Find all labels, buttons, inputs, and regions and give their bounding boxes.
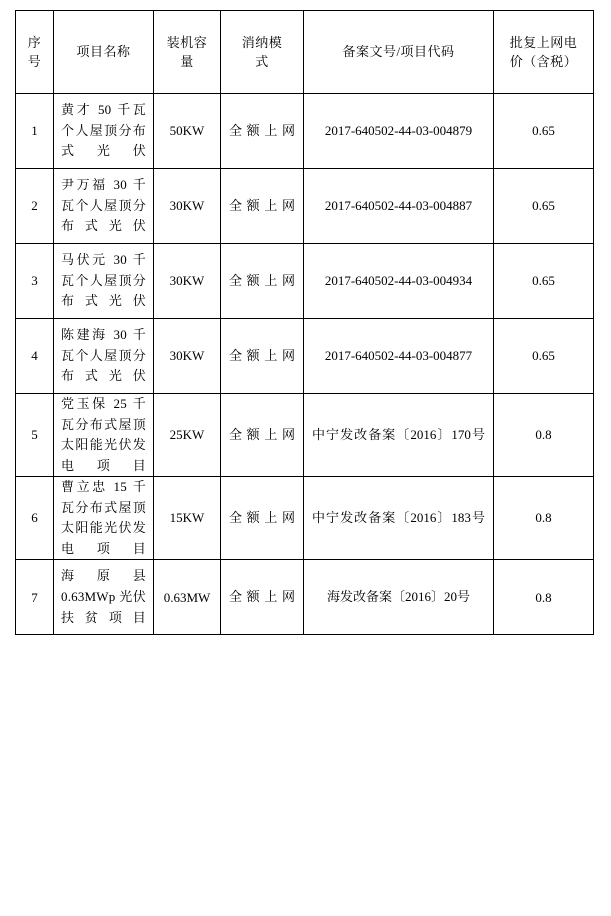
cell-doc [304,319,494,394]
cell-capacity: 30KW [154,244,221,319]
table-header-row [16,11,594,94]
cell-doc-text: 2017-640502-44-03-004879 [324,122,473,138]
cell-name [54,169,154,244]
table-header [16,11,594,94]
cell-price: 0.8 [494,394,594,477]
cell-mode-text: 全额上网 [229,197,295,213]
cell-name [54,319,154,394]
cell-index: 2 [16,169,54,244]
table-row [16,394,594,477]
cell-doc-text: 2017-640502-44-03-004934 [324,272,473,288]
column-header-doc-label: 备案文号/项目代码 [342,44,455,60]
cell-price: 0.65 [494,244,594,319]
cell-doc-text: 2017-640502-44-03-004877 [324,347,473,363]
cell-index: 3 [16,244,54,319]
cell-name [54,244,154,319]
cell-mode [221,394,304,477]
cell-doc [304,244,494,319]
cell-name-text: 马伏元 30 千瓦个人屋顶分布式光伏 [61,252,146,309]
column-header-price [494,11,594,94]
cell-doc-text: 海发改备案〔2016〕20号 [326,589,470,605]
cell-capacity: 15KW [154,477,221,560]
cell-mode-text: 全额上网 [229,122,295,138]
cell-mode [221,319,304,394]
cell-mode-text: 全额上网 [229,589,295,605]
cell-mode [221,94,304,169]
cell-doc-text: 中宁发改备案〔2016〕170号 [312,426,485,442]
column-header-mode-label: 消纳模式 [241,34,283,69]
cell-index: 6 [16,477,54,560]
cell-doc [304,94,494,169]
table-row [16,477,594,560]
table-row [16,244,594,319]
cell-index: 7 [16,560,54,635]
cell-doc [304,560,494,635]
cell-mode [221,477,304,560]
cell-name-text: 曹立忠 15 千瓦分布式屋顶太阳能光伏发电项目 [61,479,146,556]
column-header-price-label: 批复上网电价（含税） [509,34,578,69]
table-body [16,94,594,635]
table-row [16,169,594,244]
cell-name-text: 黄才 50 千瓦个人屋顶分布式光伏 [61,102,146,159]
cell-name-text: 海原县 0.63MWp 光伏扶贫项目 [61,568,146,625]
cell-mode [221,244,304,319]
cell-name [54,394,154,477]
cell-doc-text: 2017-640502-44-03-004887 [324,197,473,213]
cell-index: 5 [16,394,54,477]
column-header-capacity-label: 装机容量 [166,34,208,69]
cell-name-text: 陈建海 30 千瓦个人屋顶分布式光伏 [61,327,146,384]
column-header-index-label: 序号 [27,34,42,69]
column-header-capacity [154,11,221,94]
cell-name-text: 党玉保 25 千瓦分布式屋顶太阳能光伏发电项目 [61,396,146,473]
cell-mode-text: 全额上网 [229,272,295,288]
project-table [15,10,594,635]
cell-mode [221,169,304,244]
cell-capacity: 30KW [154,169,221,244]
cell-mode-text: 全额上网 [229,347,295,363]
column-header-doc [304,11,494,94]
cell-price: 0.65 [494,94,594,169]
cell-capacity: 50KW [154,94,221,169]
column-header-name [54,11,154,94]
cell-doc [304,169,494,244]
cell-price: 0.8 [494,560,594,635]
cell-capacity: 0.63MW [154,560,221,635]
cell-index: 4 [16,319,54,394]
cell-mode [221,560,304,635]
cell-name [54,94,154,169]
cell-name-text: 尹万福 30 千瓦个人屋顶分布式光伏 [61,177,146,234]
cell-price: 0.65 [494,169,594,244]
cell-capacity: 30KW [154,319,221,394]
table-row [16,560,594,635]
table-row [16,94,594,169]
cell-mode-text: 全额上网 [229,426,295,442]
cell-doc [304,477,494,560]
cell-capacity: 25KW [154,394,221,477]
column-header-name-label: 项目名称 [76,44,131,60]
cell-price: 0.65 [494,319,594,394]
table-row [16,319,594,394]
cell-name [54,477,154,560]
cell-name [54,560,154,635]
cell-price: 0.8 [494,477,594,560]
cell-doc-text: 中宁发改备案〔2016〕183号 [312,510,485,526]
column-header-index [16,11,54,94]
column-header-mode [221,11,304,94]
cell-doc [304,394,494,477]
cell-index: 1 [16,94,54,169]
cell-mode-text: 全额上网 [229,510,295,526]
